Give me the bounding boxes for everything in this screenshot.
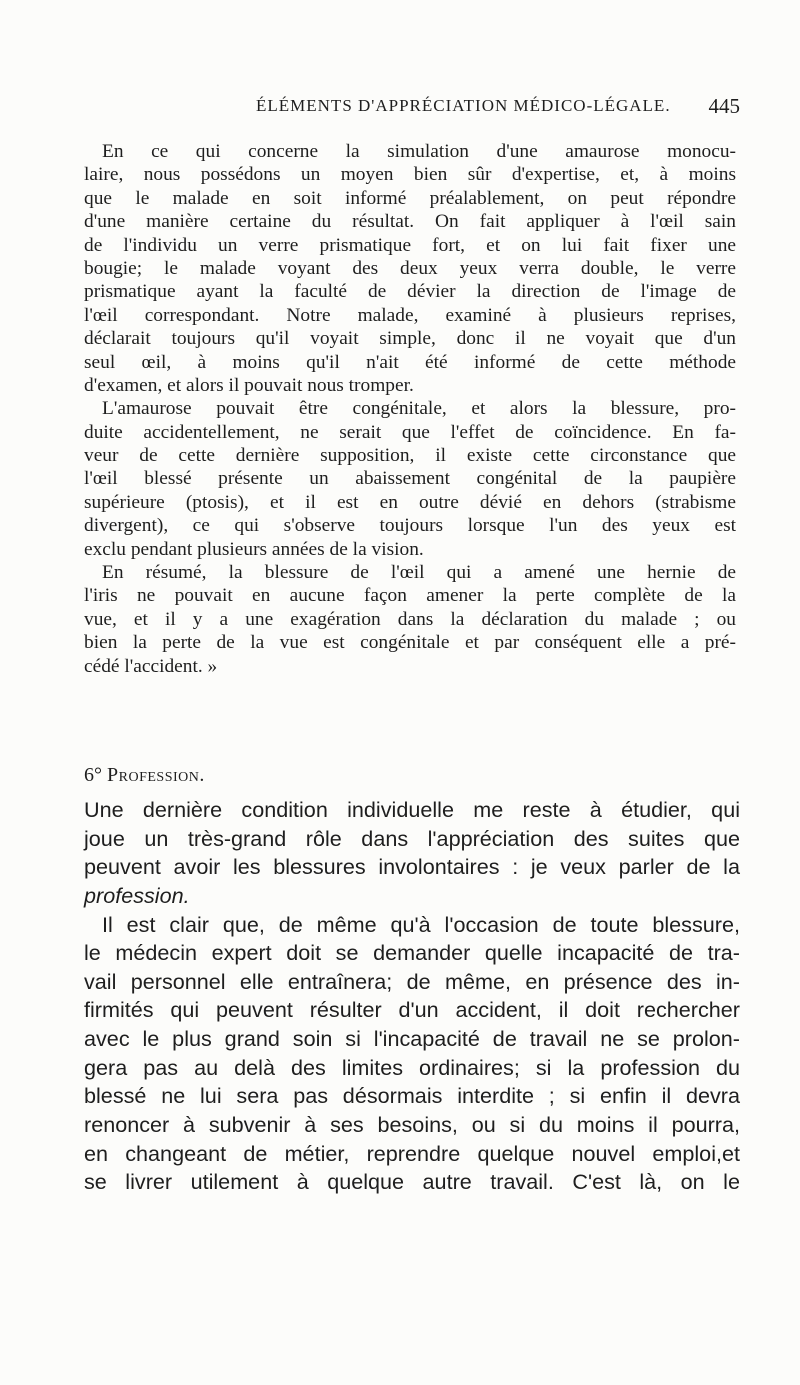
text-line: L'amaurose pouvait être congénitale, et alors la blessure, pro- <box>102 398 736 420</box>
text-line: prismatique ayant la faculté de dévier la direction de l'image de <box>84 281 736 303</box>
running-head <box>60 96 740 122</box>
text-line: l'iris ne pouvait en aucune façon amener la perte complète de la <box>84 585 736 607</box>
running-title: ÉLÉMENTS D'APPRÉCIATION MÉDICO-LÉGALE. <box>256 96 671 115</box>
text-line: profession. <box>84 882 190 908</box>
text-line: déclarait toujours qu'il voyait simple, donc il ne voyait que d'un <box>84 328 736 350</box>
section-heading <box>84 764 205 787</box>
text-line: joue un très-grand rôle dans l'appréciation des suites que <box>84 825 740 851</box>
text-line: gera pas au delà des limites ordinaires; si la profession du <box>84 1054 740 1080</box>
text-line: vail personnel elle entraînera; de même, en présence des in- <box>84 968 740 994</box>
text-line: de l'individu un verre prismatique fort, et on lui fait fixer une <box>84 234 736 256</box>
section-number: 6° <box>84 764 102 786</box>
text-line: seul œil, à moins qu'il n'ait été informé de cette méthode <box>84 351 736 373</box>
text-line: renoncer à subvenir à ses besoins, ou si du moins il pourra, <box>84 1112 740 1138</box>
text-line: le médecin expert doit se demander quelle incapacité de tra- <box>84 940 740 966</box>
text-line: cédé l'accident. » <box>84 655 218 677</box>
text-line: divergent), ce qui s'observe toujours lorsque l'un des yeux est <box>84 515 736 537</box>
page-number: 445 <box>708 94 740 118</box>
text-line: que le malade en soit informé préalablement, on peut répondre <box>84 187 736 209</box>
text-line: duite accidentellement, ne serait que l'effet de coïncidence. En fa- <box>84 421 736 443</box>
text-line: peuvent avoir les blessures involontaires : je veux parler de la <box>84 854 740 880</box>
text-line: exclu pendant plusieurs années de la vision. <box>84 538 424 560</box>
text-line: avec le plus grand soin si l'incapacité de travail ne se prolon- <box>84 1026 740 1052</box>
text-line: vue, et il y a une exagération dans la déclaration du malade ; ou <box>84 608 736 630</box>
text-line: se livrer utilement à quelque autre travail. C'est là, on le <box>84 1169 740 1195</box>
text-line: laire, nous possédons un moyen bien sûr d'expertise, et, à moins <box>84 164 736 186</box>
text-line: bien la perte de la vue est congénitale et par conséquent elle a pré- <box>84 632 736 654</box>
text-line: En ce qui concerne la simulation d'une amaurose monocu- <box>102 141 736 162</box>
text-line: bougie; le malade voyant des deux yeux verra double, le verre <box>84 257 736 279</box>
text-line: veur de cette dernière supposition, il existe cette circonstance que <box>84 445 736 467</box>
text-line: blessé ne lui sera pas désormais interdite ; si enfin il devra <box>84 1083 740 1109</box>
text-line: Il est clair que, de même qu'à l'occasion de toute blessure, <box>102 911 740 937</box>
text-line: en changeant de métier, reprendre quelque nouvel emploi,et <box>84 1140 740 1166</box>
text-line: Une dernière condition individuelle me reste à étudier, qui <box>84 797 740 822</box>
text-line: l'œil correspondant. Notre malade, examiné à plusieurs reprises, <box>84 304 736 326</box>
section-title: Profession. <box>107 764 205 786</box>
quoted-passage <box>84 140 736 678</box>
text-line: firmités qui peuvent résulter d'un accident, il doit rechercher <box>84 997 740 1023</box>
text-line: d'une manière certaine du résultat. On fait appliquer à l'œil sain <box>84 211 736 233</box>
text-line: d'examen, et alors il pouvait nous tromper. <box>84 374 414 396</box>
text-line: En résumé, la blessure de l'œil qui a amené une hernie de <box>102 562 736 584</box>
text-line: l'œil blessé présente un abaissement congénital de la paupière <box>84 468 736 490</box>
main-passage <box>84 796 740 1197</box>
text-line: supérieure (ptosis), et il est en outre dévié en dehors (strabisme <box>84 491 736 513</box>
